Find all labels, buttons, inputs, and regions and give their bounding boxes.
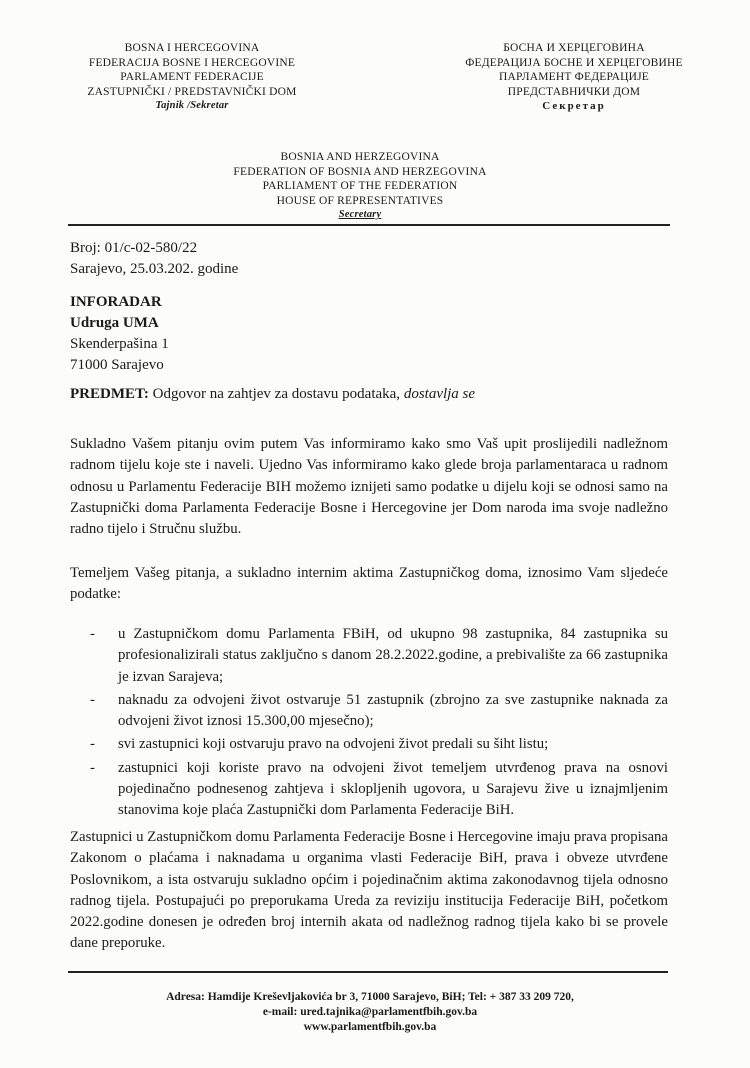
subject-line [70,384,475,405]
header-left-line: BOSNA I HERCEGOVINA [124,42,260,54]
recipient-organization: Udruga UMA [70,315,159,331]
reference-number: Broj: 01/c-02-580/22 [70,240,198,256]
list-item-text: u Zastupničkom domu Parlamenta FBiH, od ukupno 98 zastupnika, 84 zastupnika su profesionalizirali status zaključno s danom 28.2.2022.godine, a prebivalište za 66 zastupnika je izvan Sarajeva; [118,626,668,685]
footer-divider [68,971,668,973]
bullet-dash: - [90,626,95,642]
list-item-text: svi zastupnici koji ostvaruju pravo na odvojeni život predali su šiht listu; [118,736,549,753]
header-divider [68,224,670,226]
header-right-secretary: Секретар [542,100,606,112]
list-item [70,758,668,822]
header-center-line: BOSNIA AND HERZEGOVINA [280,151,440,163]
list-item [70,734,668,755]
list-item-text: naknadu za odvojeni život ostvaruje 51 zastupnik (zbrojno za sve zastupnike naknada za odvojeni život iznosi 15.300,00 mjesečno); [118,691,668,730]
subject-text: Odgovor na zahtjev za dostavu podataka, [148,386,404,402]
subject-label: PREDMET: [70,386,149,402]
header-right [404,41,744,114]
header-left-line: FEDERACIJA BOSNE I HERCEGOVINE [88,56,296,69]
recipient-city: 71000 Sarajevo [70,357,164,373]
reference-block [70,238,238,280]
footer-email: e-mail: ured.tajnika@parlamentfbih.gov.ba [262,1006,478,1018]
recipient-block [70,292,169,376]
body-paragraph-3: Zastupnici u Zastupničkom domu Parlamenta Federacije Bosne i Hercegovine imaju prava propisana Zakonom o plaćama i naknadama u organima vlasti Federacije BiH, prava i obveze utvrđene Poslovnikom, a ista ostvaruju sukladno općim i pojedinačnim aktima zakonodavnog tijela odnosno radnog tijela. Postupajući po preporukama Ureda za reviziju institucija Federacije BiH, početkom 2022.godine donesen je određen broj internih akata od nadležnog radnog tijela kako bi se provele dane preporuke. [70,829,668,952]
header-right-line: БОСНА И ХЕРЦЕГОВИНА [503,42,645,54]
header-center-secretary: Secretary [338,209,382,220]
bullet-dash: - [90,736,95,753]
reference-place-date: Sarajevo, 25.03.202. godine [70,261,239,277]
bullet-dash: - [90,691,95,708]
header-right-line: ПРЕДСТАВНИЧКИ ДОМ [507,85,641,98]
header-right-line: ПАРЛАМЕНТ ФЕДЕРАЦИЈЕ [498,71,650,83]
header-center-line: FEDERATION OF BOSNIA AND HERZEGOVINA [233,165,487,178]
header-right-line: ФЕДЕРАЦИЈА БОСНЕ И ХЕРЦЕГОВИНЕ [465,56,683,69]
header-center-line: HOUSE OF REPRESENTATIVES [276,194,444,207]
body-paragraph-1: Sukladno Vašem pitanju ovim putem Vas informiramo kako smo Vaš upit proslijedili nadležnom radnom tijelu koje ste i naveli. Ujedno Vas informiramo kako glede broja parlamentaraca u radnom odnosu u Parlamentu Federacije BIH možemo iznijeti samo podatke u dijelu koji se odnosi samo na Zastupnički doma Parlamenta Federacije Bosne i Hercegovine jer Dom naroda ima svoje nadležno radno tijelo i Stručnu službu. [70,436,668,538]
header-center [190,150,530,223]
footer [90,990,650,1035]
recipient-name: INFORADAR [70,294,162,310]
footer-address: Adresa: Hamdije Kreševljakovića br 3, 71000 Sarajevo, BiH; Tel: + 387 33 209 720, [166,991,574,1003]
header-center-line: PARLIAMENT OF THE FEDERATION [262,180,458,192]
header-left-line: ZASTUPNIČKI / PREDSTAVNIČKI DOM [87,85,297,98]
bullet-dash: - [90,759,95,776]
list-item [70,690,668,733]
subject-emphasis: dostavlja se [403,386,476,402]
body-paragraph-2: Temeljem Vašeg pitanja, a sukladno internim aktima Zastupničkog doma, iznosimo Vam sljedeće podatke: [70,565,668,603]
data-list [70,624,668,824]
list-item [70,624,668,688]
recipient-street: Skenderpašina 1 [70,336,169,352]
header-left-secretary: Tajnik /Sekretar [155,100,229,111]
list-item-text: zastupnici koji koriste pravo na odvojeni život temeljem utvrđenog prava na osnovi pojedinačno podnesenog zahtjeva i sklopljenih ugovora, u Sarajevu žive u iznajmljenim stanovima koje plaća Zastupnički dom Parlamenta Federacije BiH. [118,759,668,819]
header-left-line: PARLAMENT FEDERACIJE [120,71,264,83]
footer-website: www.parlamentfbih.gov.ba [303,1021,437,1033]
header-left [8,41,376,114]
